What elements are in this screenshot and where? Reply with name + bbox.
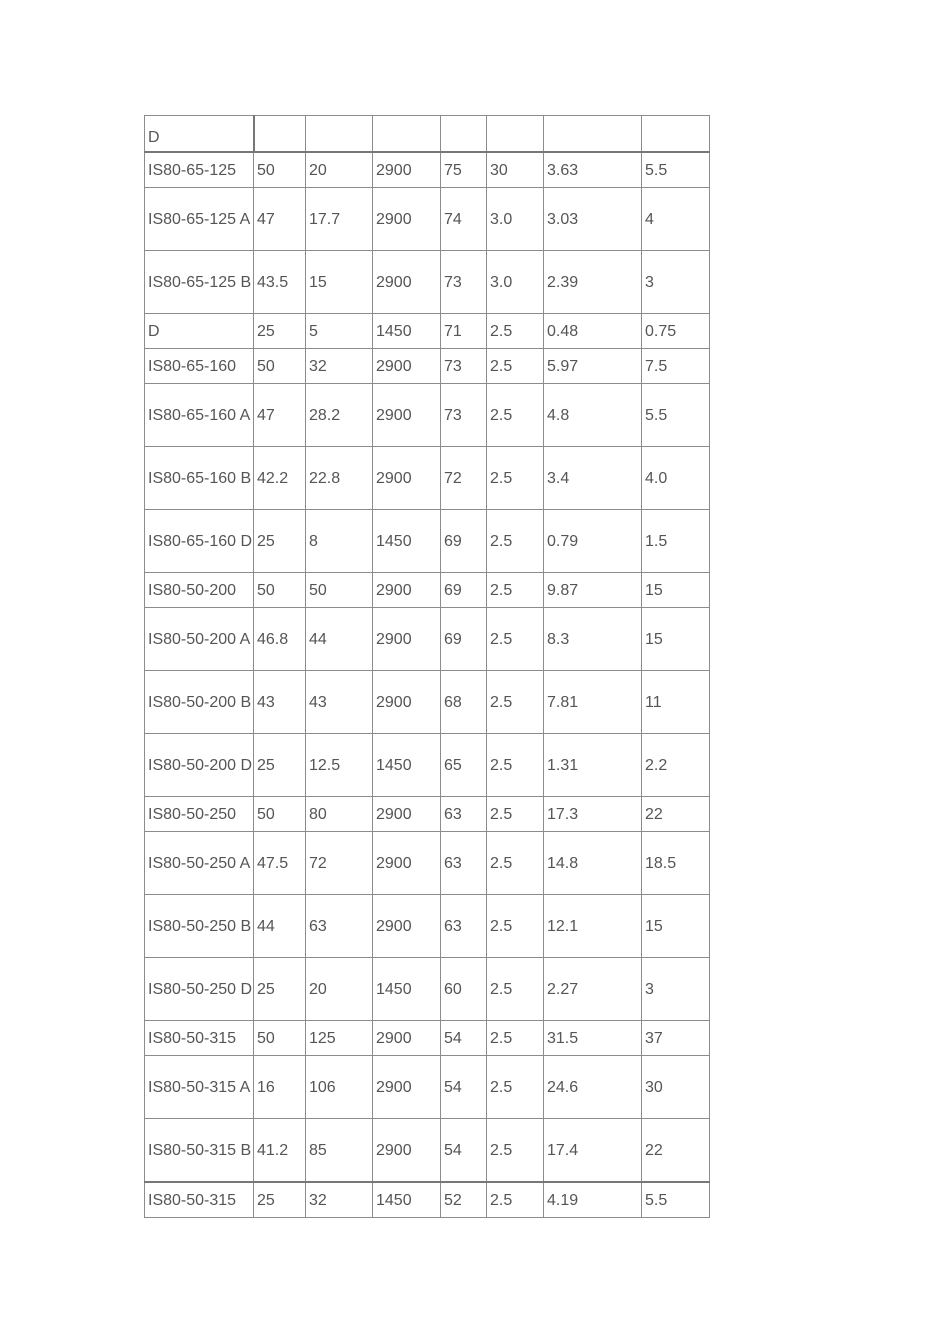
value-cell: 12.1 — [544, 895, 642, 958]
value-cell: 20 — [306, 152, 373, 188]
value-cell: 11 — [642, 671, 710, 734]
value-cell: 22.8 — [306, 447, 373, 510]
value-cell: 2900 — [373, 349, 441, 384]
value-cell: 5.97 — [544, 349, 642, 384]
value-cell: 0.48 — [544, 314, 642, 349]
model-cell: D — [145, 116, 254, 153]
value-cell: 2.39 — [544, 251, 642, 314]
model-cell: IS80-65-160 — [145, 349, 254, 384]
table-row — [145, 797, 710, 832]
value-cell: 25 — [254, 958, 306, 1021]
value-cell: 54 — [441, 1056, 487, 1119]
value-cell: 8.3 — [544, 608, 642, 671]
value-cell: 2.5 — [487, 734, 544, 797]
value-cell: 15 — [642, 608, 710, 671]
value-cell: 2900 — [373, 797, 441, 832]
model-cell: IS80-65-125 B — [145, 251, 254, 314]
value-cell: 25 — [254, 734, 306, 797]
model-cell: IS80-50-200 B — [145, 671, 254, 734]
model-cell: IS80-50-200 A — [145, 608, 254, 671]
table-row — [145, 152, 710, 188]
value-cell: 24.6 — [544, 1056, 642, 1119]
value-cell: 3.4 — [544, 447, 642, 510]
value-cell: 85 — [306, 1119, 373, 1183]
value-cell: 7.81 — [544, 671, 642, 734]
model-cell: IS80-50-250 D — [145, 958, 254, 1021]
value-cell: 2900 — [373, 832, 441, 895]
value-cell: 2900 — [373, 1119, 441, 1183]
table-row — [145, 188, 710, 251]
value-cell — [544, 116, 642, 153]
value-cell: 2.5 — [487, 510, 544, 573]
value-cell: 54 — [441, 1119, 487, 1183]
value-cell: 5.5 — [642, 1182, 710, 1218]
model-cell: IS80-50-315 B — [145, 1119, 254, 1183]
value-cell: 63 — [441, 832, 487, 895]
table-row — [145, 1056, 710, 1119]
table-row — [145, 510, 710, 573]
table-row — [145, 734, 710, 797]
value-cell: 63 — [441, 895, 487, 958]
value-cell: 50 — [254, 1021, 306, 1056]
value-cell: 69 — [441, 510, 487, 573]
value-cell: 8 — [306, 510, 373, 573]
value-cell: 14.8 — [544, 832, 642, 895]
value-cell: 52 — [441, 1182, 487, 1218]
value-cell: 4.0 — [642, 447, 710, 510]
value-cell — [306, 116, 373, 153]
table-row — [145, 251, 710, 314]
value-cell: 73 — [441, 349, 487, 384]
value-cell: 32 — [306, 349, 373, 384]
pump-spec-table — [144, 115, 710, 1218]
value-cell: 25 — [254, 314, 306, 349]
value-cell: 44 — [306, 608, 373, 671]
value-cell: 2.5 — [487, 573, 544, 608]
model-cell: D — [145, 314, 254, 349]
value-cell: 2900 — [373, 152, 441, 188]
table-row — [145, 314, 710, 349]
value-cell: 2900 — [373, 188, 441, 251]
value-cell: 4.19 — [544, 1182, 642, 1218]
value-cell: 2.5 — [487, 384, 544, 447]
table-row — [145, 1182, 710, 1218]
table-row — [145, 1119, 710, 1183]
value-cell: 30 — [642, 1056, 710, 1119]
value-cell: 15 — [642, 895, 710, 958]
table-row — [145, 573, 710, 608]
value-cell: 30 — [487, 152, 544, 188]
value-cell: 0.75 — [642, 314, 710, 349]
table-row — [145, 608, 710, 671]
model-cell: IS80-50-315 A — [145, 1056, 254, 1119]
value-cell: 7.5 — [642, 349, 710, 384]
value-cell: 15 — [642, 573, 710, 608]
value-cell: 50 — [254, 573, 306, 608]
value-cell: 68 — [441, 671, 487, 734]
value-cell: 50 — [254, 797, 306, 832]
value-cell: 4 — [642, 188, 710, 251]
model-cell: IS80-65-160 A — [145, 384, 254, 447]
table-row — [145, 895, 710, 958]
value-cell: 2.5 — [487, 1021, 544, 1056]
value-cell: 43 — [306, 671, 373, 734]
table-row — [145, 447, 710, 510]
value-cell: 1450 — [373, 958, 441, 1021]
pump-table-body — [145, 116, 710, 1218]
value-cell: 5 — [306, 314, 373, 349]
value-cell: 1450 — [373, 734, 441, 797]
value-cell: 63 — [441, 797, 487, 832]
value-cell: 2.5 — [487, 1056, 544, 1119]
value-cell: 41.2 — [254, 1119, 306, 1183]
table-row — [145, 671, 710, 734]
value-cell: 3 — [642, 251, 710, 314]
value-cell: 4.8 — [544, 384, 642, 447]
value-cell — [254, 116, 306, 153]
value-cell: 3.0 — [487, 251, 544, 314]
value-cell: 2.5 — [487, 1119, 544, 1183]
value-cell: 2900 — [373, 447, 441, 510]
value-cell: 47 — [254, 384, 306, 447]
value-cell: 37 — [642, 1021, 710, 1056]
value-cell: 43.5 — [254, 251, 306, 314]
value-cell: 2.5 — [487, 314, 544, 349]
value-cell: 50 — [254, 349, 306, 384]
value-cell: 31.5 — [544, 1021, 642, 1056]
value-cell: 44 — [254, 895, 306, 958]
value-cell: 32 — [306, 1182, 373, 1218]
value-cell: 25 — [254, 1182, 306, 1218]
value-cell: 47.5 — [254, 832, 306, 895]
value-cell: 65 — [441, 734, 487, 797]
value-cell: 2.5 — [487, 895, 544, 958]
value-cell: 80 — [306, 797, 373, 832]
value-cell: 2900 — [373, 251, 441, 314]
value-cell: 2900 — [373, 384, 441, 447]
value-cell: 1450 — [373, 1182, 441, 1218]
value-cell: 22 — [642, 1119, 710, 1183]
value-cell: 2.5 — [487, 608, 544, 671]
value-cell: 42.2 — [254, 447, 306, 510]
value-cell: 2900 — [373, 1056, 441, 1119]
value-cell: 106 — [306, 1056, 373, 1119]
value-cell: 17.7 — [306, 188, 373, 251]
value-cell: 2.5 — [487, 958, 544, 1021]
model-cell: IS80-50-200 D — [145, 734, 254, 797]
value-cell: 3.03 — [544, 188, 642, 251]
value-cell: 20 — [306, 958, 373, 1021]
value-cell: 2900 — [373, 573, 441, 608]
value-cell: 72 — [441, 447, 487, 510]
value-cell: 18.5 — [642, 832, 710, 895]
model-cell: IS80-50-250 — [145, 797, 254, 832]
value-cell: 47 — [254, 188, 306, 251]
value-cell: 2.5 — [487, 671, 544, 734]
value-cell: 63 — [306, 895, 373, 958]
model-cell: IS80-65-160 B — [145, 447, 254, 510]
value-cell: 2.27 — [544, 958, 642, 1021]
value-cell: 1.31 — [544, 734, 642, 797]
value-cell: 54 — [441, 1021, 487, 1056]
table-row — [145, 958, 710, 1021]
value-cell: 2900 — [373, 671, 441, 734]
model-cell: IS80-65-125 — [145, 152, 254, 188]
value-cell: 43 — [254, 671, 306, 734]
value-cell: 50 — [306, 573, 373, 608]
table-row — [145, 349, 710, 384]
model-cell: IS80-65-160 D — [145, 510, 254, 573]
value-cell: 125 — [306, 1021, 373, 1056]
value-cell: 5.5 — [642, 152, 710, 188]
value-cell: 2900 — [373, 895, 441, 958]
value-cell: 74 — [441, 188, 487, 251]
value-cell: 50 — [254, 152, 306, 188]
model-cell: IS80-50-200 — [145, 573, 254, 608]
value-cell: 60 — [441, 958, 487, 1021]
table-row — [145, 832, 710, 895]
value-cell: 2.5 — [487, 1182, 544, 1218]
value-cell: 1450 — [373, 510, 441, 573]
model-cell: IS80-50-250 A — [145, 832, 254, 895]
value-cell: 3.0 — [487, 188, 544, 251]
table-row — [145, 384, 710, 447]
value-cell: 1450 — [373, 314, 441, 349]
value-cell: 17.4 — [544, 1119, 642, 1183]
value-cell: 2.2 — [642, 734, 710, 797]
value-cell: 17.3 — [544, 797, 642, 832]
model-cell: IS80-50-315 — [145, 1182, 254, 1218]
value-cell: 12.5 — [306, 734, 373, 797]
value-cell: 22 — [642, 797, 710, 832]
value-cell — [373, 116, 441, 153]
value-cell — [441, 116, 487, 153]
value-cell: 46.8 — [254, 608, 306, 671]
value-cell: 3 — [642, 958, 710, 1021]
table-row — [145, 116, 710, 153]
value-cell: 25 — [254, 510, 306, 573]
value-cell: 9.87 — [544, 573, 642, 608]
model-cell: IS80-50-315 — [145, 1021, 254, 1056]
value-cell: 73 — [441, 251, 487, 314]
value-cell: 2900 — [373, 1021, 441, 1056]
value-cell: 15 — [306, 251, 373, 314]
model-cell: IS80-50-250 B — [145, 895, 254, 958]
value-cell: 2.5 — [487, 447, 544, 510]
value-cell: 71 — [441, 314, 487, 349]
value-cell: 5.5 — [642, 384, 710, 447]
value-cell — [642, 116, 710, 153]
value-cell: 72 — [306, 832, 373, 895]
value-cell: 2900 — [373, 608, 441, 671]
value-cell: 0.79 — [544, 510, 642, 573]
value-cell — [487, 116, 544, 153]
value-cell: 69 — [441, 573, 487, 608]
value-cell: 2.5 — [487, 349, 544, 384]
table-row — [145, 1021, 710, 1056]
value-cell: 28.2 — [306, 384, 373, 447]
value-cell: 2.5 — [487, 832, 544, 895]
value-cell: 69 — [441, 608, 487, 671]
value-cell: 2.5 — [487, 797, 544, 832]
value-cell: 16 — [254, 1056, 306, 1119]
model-cell: IS80-65-125 A — [145, 188, 254, 251]
value-cell: 73 — [441, 384, 487, 447]
value-cell: 75 — [441, 152, 487, 188]
value-cell: 1.5 — [642, 510, 710, 573]
value-cell: 3.63 — [544, 152, 642, 188]
